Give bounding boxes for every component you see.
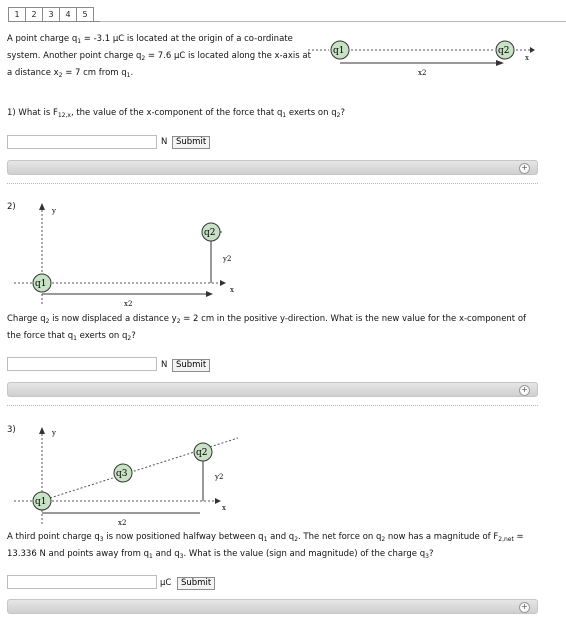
tab-1[interactable]: 1 [8,7,26,22]
tab-4[interactable]: 4 [59,7,77,22]
question-2-text: Charge $q_2$ is now displaced a distance $y_2 = 2$ cm in the positive y-direction. What is the new value for the x-component of the force that $q_1$ exerts on $q_2$? [7,314,527,342]
diagram1-x-arrowhead [530,47,535,53]
answer-2-unit: N [161,360,168,370]
diagram3-y2-label: y2 [215,473,224,481]
answer-3-input[interactable] [7,575,157,589]
problem-tabs [8,7,93,22]
problem-intro: A point charge $q_1 = -3.1$ μC is located at the origin of a co-ordinate system. Another point charge $q_2 = 7.6$ μC is located along the x-axis at a distance $x_2 = 7$ cm from $q_1$. [7,34,311,79]
tab-2[interactable]: 2 [25,7,43,22]
diagram1-x-label: x [525,54,529,62]
submit-3-button[interactable]: Submit [177,577,215,590]
tab-3[interactable]: 3 [42,7,60,22]
submit-1-button[interactable]: Submit [172,136,210,149]
answer-2-input[interactable] [7,357,157,371]
answer-1-input[interactable] [7,135,157,149]
separator-2 [7,405,538,406]
diagram2-x-label: x [230,286,234,294]
answer-1-unit: N [161,137,168,147]
diagram-1 [308,38,538,78]
diagram3-x2-label: x2 [118,519,127,527]
diagram2-x-arrowhead [220,280,226,286]
diagram2-q2-label: q2 [204,228,216,238]
diagram3-q2-label: q2 [196,448,208,458]
hint-bar-1[interactable] [7,160,538,175]
hint-bar-2[interactable] [7,382,538,397]
question-2-number: 2) [7,202,16,212]
diagram3-x-label: x [222,504,226,512]
diagram3-q3-label: q3 [116,469,128,479]
diagram-2 [10,198,250,313]
diagram2-q1-label: q1 [35,279,47,289]
diagram2-y2-label: y2 [223,255,232,263]
tab-underline [8,21,100,22]
question-3-number: 3) [7,425,16,435]
diagram3-y-label: y [52,429,56,437]
diagram3-y-arrowhead [39,427,45,434]
hint-bar-3[interactable] [7,599,538,614]
question-3-text: A third point charge $q_3$ is now positioned halfway between $q_1$ and $q_2$. The net force on $q_2$ now has a magnitude of $F_{2,net} = 13.336$ N and points away from $q_1$ and $q_3$. What is the value (sign and magnitude) of the charge $q_3$? [7,532,524,560]
tab-divider [100,21,566,22]
diagram2-y-label: y [52,207,56,215]
diagram3-q1-label: q1 [35,497,47,507]
expand-1-plus-icon[interactable]: + [519,163,530,174]
diagram3-x-arrowhead [215,498,221,504]
diagram2-x2-label: x2 [124,300,133,308]
separator-1 [7,183,538,184]
submit-2-button[interactable]: Submit [172,359,210,372]
diagram1-q2-label: q2 [498,46,510,56]
answer-3-unit: μC [160,578,172,588]
diagram1-distance-label: x2 [418,69,427,77]
expand-2-plus-icon[interactable]: + [519,385,530,396]
diagram2-x2-arrowhead [206,291,213,297]
expand-3-plus-icon[interactable]: + [519,602,530,613]
diagram2-y-arrowhead [39,203,45,210]
diagram1-distance-arrowhead [496,60,504,66]
diagram-3 [10,422,250,532]
diagram1-q1-label: q1 [333,46,345,56]
question-1-text: 1) What is $F_{12,x}$, the value of the x-component of the force that $q_1$ exerts on $q_2$? [7,108,345,119]
tab-5[interactable]: 5 [76,7,94,22]
